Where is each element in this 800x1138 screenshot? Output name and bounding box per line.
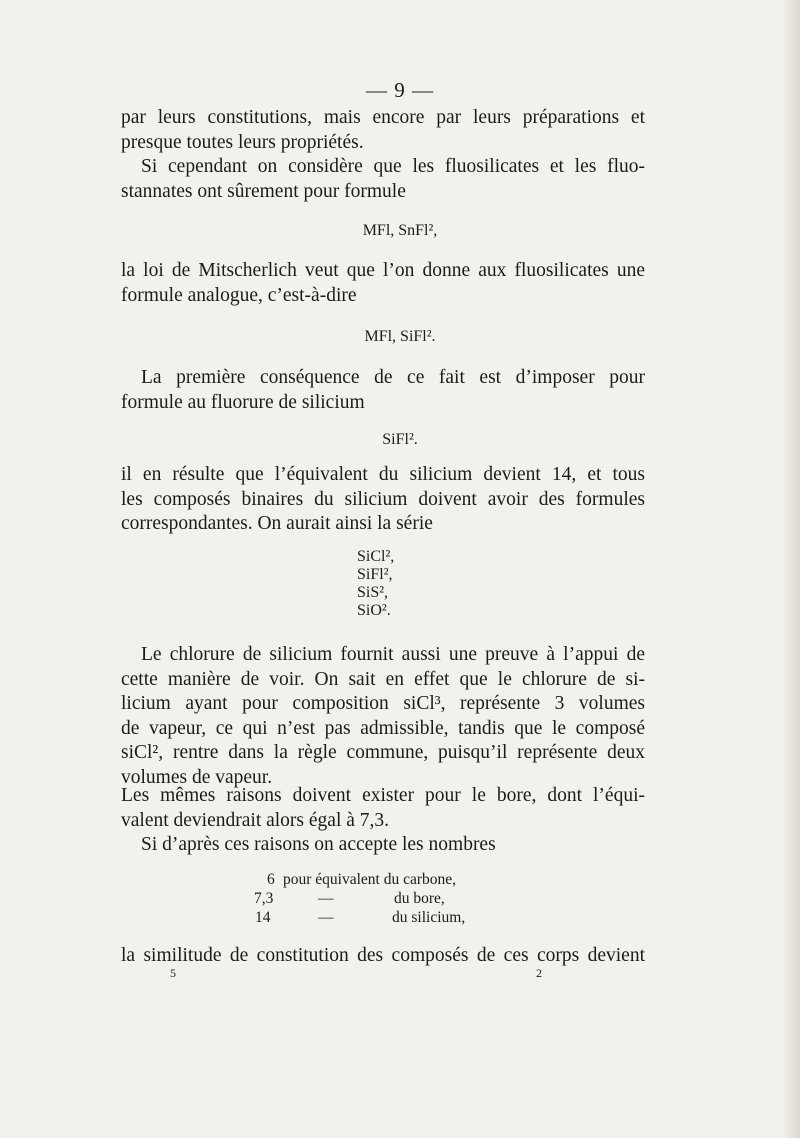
- paragraph-line: la similitude de constitution des composés de ces corps devient: [121, 945, 645, 966]
- paragraph-line: La première conséquence de ce fait est d’imposer pour: [141, 367, 645, 388]
- equivalent-dash: —: [318, 909, 334, 926]
- equivalent-number: 6: [267, 871, 275, 888]
- paragraph-line: presque toutes leurs propriétés.: [121, 131, 364, 153]
- series-item: SiCl²,: [357, 548, 395, 565]
- page-edge-shadow: [782, 0, 800, 1138]
- page-number: — 9 —: [366, 78, 434, 102]
- paragraph-line: formule au fluorure de silicium: [121, 391, 365, 413]
- paragraph-line: Si cependant on considère que les fluosilicates et les fluo-: [141, 156, 645, 177]
- series-item: SiO².: [357, 602, 391, 619]
- equivalent-label: pour équivalent du carbone,: [283, 871, 457, 888]
- series-item: SiS²,: [357, 584, 389, 601]
- equivalent-number: 14: [255, 909, 271, 926]
- paragraph-line: la loi de Mitscherlich veut que l’on donne aux fluosilicates une: [121, 260, 645, 281]
- paragraph-line: les composés binaires du silicium doivent avoir des formules: [121, 488, 645, 510]
- paragraph-line: cette manière de voir. On sait en effet que le chlorure de si-: [121, 668, 645, 690]
- formula-line: MFl, SiFl².: [364, 328, 436, 345]
- signature-mark-left: 5: [170, 966, 176, 980]
- paragraph-line: de vapeur, ce qui n’est pas admissible, tandis que le composé: [121, 717, 645, 739]
- paragraph-line: Les mêmes raisons doivent exister pour le bore, dont l’équi-: [121, 785, 645, 806]
- paragraph-line: formule analogue, c’est-à-dire: [121, 284, 357, 306]
- formula-line: SiFl².: [382, 431, 418, 448]
- paragraph-line: siCl², rentre dans la règle commune, puisqu’il représente deux: [121, 742, 645, 763]
- paragraph-line: correspondantes. On aurait ainsi la série: [121, 513, 433, 534]
- paragraph-line: Si d’après ces raisons on accepte les nombres: [141, 834, 496, 855]
- paragraph-line: par leurs constitutions, mais encore par leurs préparations et: [121, 107, 645, 128]
- equivalent-dash: —: [318, 890, 334, 907]
- equivalent-element: du silicium,: [392, 909, 466, 926]
- paragraph-line: il en résulte que l’équivalent du silicium devient 14, et tous: [121, 464, 645, 485]
- paragraph-line: stannates ont sûrement pour formule: [121, 180, 406, 202]
- formula-line: MFl, SnFl²,: [362, 222, 438, 239]
- equivalent-element: du bore,: [394, 890, 445, 907]
- equivalent-number: 7,3: [254, 890, 274, 907]
- paragraph-line: valent deviendrait alors égal à 7,3.: [121, 809, 390, 831]
- paragraph-line: licium ayant pour composition siCl³, représente 3 volumes: [121, 693, 645, 714]
- series-item: SiFl²,: [357, 566, 393, 583]
- formula-series: [357, 548, 394, 620]
- paragraph-line: volumes de vapeur.: [121, 766, 273, 788]
- signature-mark-right: 2: [536, 966, 542, 980]
- paragraph-line: Le chlorure de silicium fournit aussi une preuve à l’appui de: [141, 644, 645, 665]
